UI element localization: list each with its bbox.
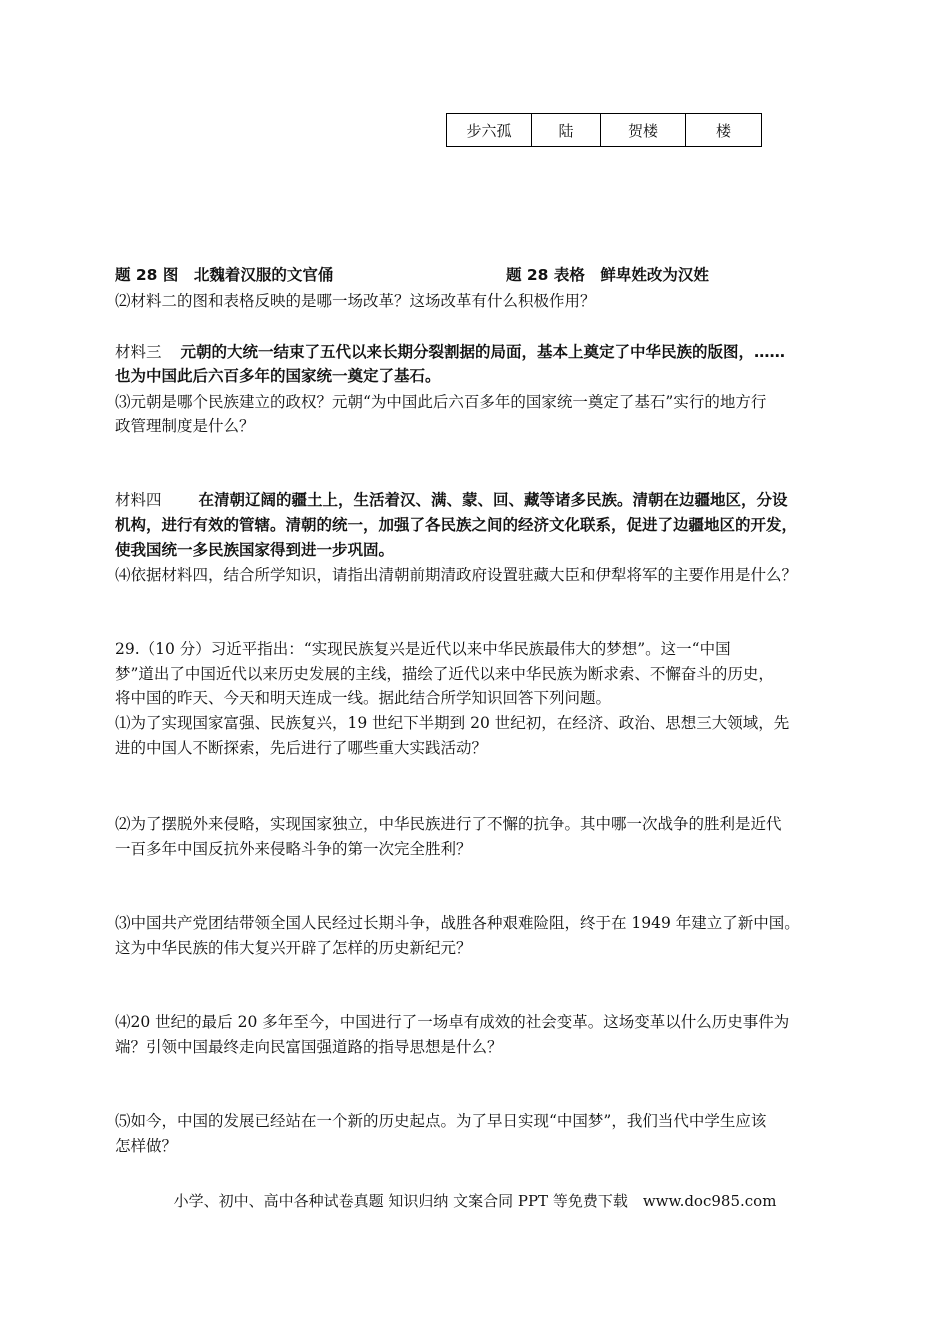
- material-4-line-3: 使我国统一多民族国家得到进一步巩固。: [115, 541, 395, 559]
- question-29-1-line-1: ⑴为了实现国家富强、民族复兴，19 世纪下半期到 20 世纪初，在经济、政治、思想三大领域，先: [115, 714, 790, 732]
- question-29-2-line-2: 一百多年中国反抗外来侵略斗争的第一次完全胜利？: [115, 840, 472, 858]
- table-cell: 步六孤: [447, 114, 532, 147]
- table-cell: 贺楼: [601, 114, 686, 147]
- question-29-1-line-2: 进的中国人不断探索，先后进行了哪些重大实践活动？: [115, 739, 488, 757]
- question-29-4-line-2: 端？引领中国最终走向民富国强道路的指导思想是什么？: [115, 1038, 503, 1056]
- table-cell: 陆: [532, 114, 601, 147]
- question-28-2: ⑵材料二的图和表格反映的是哪一场改革？这场改革有什么积极作用？: [115, 292, 596, 310]
- question-29-line-2: 梦”道出了中国近代以来历史发展的主线，描绘了近代以来中华民族为断求索、不懈奋斗的历史，: [115, 665, 774, 683]
- question-29-line-3: 将中国的昨天、今天和明天连成一线。据此结合所学知识回答下列问题。: [115, 689, 612, 707]
- figure-caption: 题 28 图 北魏着汉服的文官俑: [115, 266, 334, 284]
- material-3-text: 元朝的大统一结束了五代以来长期分裂割据的局面，基本上奠定了中华民族的版图，……: [180, 343, 785, 361]
- material-3-line-2: 也为中国此后六百多年的国家统一奠定了基石。: [115, 367, 441, 385]
- page-footer: 小学、初中、高中各种试卷真题 知识归纳 文案合同 PPT 等免费下载 www.doc985.com: [173, 1192, 777, 1210]
- table-cell: 楼: [686, 114, 762, 147]
- material-3-label: 材料三: [115, 343, 162, 361]
- question-28-3-line-1: ⑶元朝是哪个民族建立的政权？元朝“为中国此后六百多年的国家统一奠定了基石”实行的地方行: [115, 393, 767, 411]
- question-28-3-line-2: 政管理制度是什么？: [115, 417, 255, 435]
- material-4-line-2: 机构，进行有效的管辖。清朝的统一，加强了各民族之间的经济文化联系，促进了边疆地区的开发，: [115, 516, 798, 534]
- surname-table: [446, 113, 762, 147]
- material-3-line-1: [115, 340, 785, 365]
- question-29-2-line-1: ⑵为了摆脱外来侵略，实现国家独立，中华民族进行了不懈的抗争。其中哪一次战争的胜利是近代: [115, 815, 782, 833]
- material-4-label: 材料四: [115, 491, 162, 509]
- material-4-text: 在清朝辽阔的疆土上，生活着汉、满、蒙、回、藏等诸多民族。清朝在边疆地区，分设: [198, 491, 788, 509]
- table-row: [447, 114, 762, 147]
- question-28-4: ⑷依据材料四，结合所学知识，请指出清朝前期清政府设置驻藏大臣和伊犁将军的主要作用是什么？: [115, 566, 798, 584]
- question-29-4-line-1: ⑷20 世纪的最后 20 多年至今，中国进行了一场卓有成效的社会变革。这场变革以什么历史事件为: [115, 1013, 790, 1031]
- question-29-3-line-2: 这为中华民族的伟大复兴开辟了怎样的历史新纪元？: [115, 939, 472, 957]
- question-29-line-1: 29.（10 分）习近平指出：“实现民族复兴是近代以来中华民族最伟大的梦想”。这一“中国: [115, 640, 731, 658]
- question-29-3-line-1: ⑶中国共产党团结带领全国人民经过长期斗争，战胜各种艰难险阻，终于在 1949 年建立了新中国。: [115, 914, 800, 932]
- question-29-5-line-2: 怎样做？: [115, 1137, 178, 1155]
- question-29-5-line-1: ⑸如今，中国的发展已经站在一个新的历史起点。为了早日实现“中国梦”，我们当代中学生应该: [115, 1112, 767, 1130]
- table-caption: 题 28 表格 鲜卑姓改为汉姓: [506, 266, 709, 284]
- material-4-line-1: [115, 488, 787, 513]
